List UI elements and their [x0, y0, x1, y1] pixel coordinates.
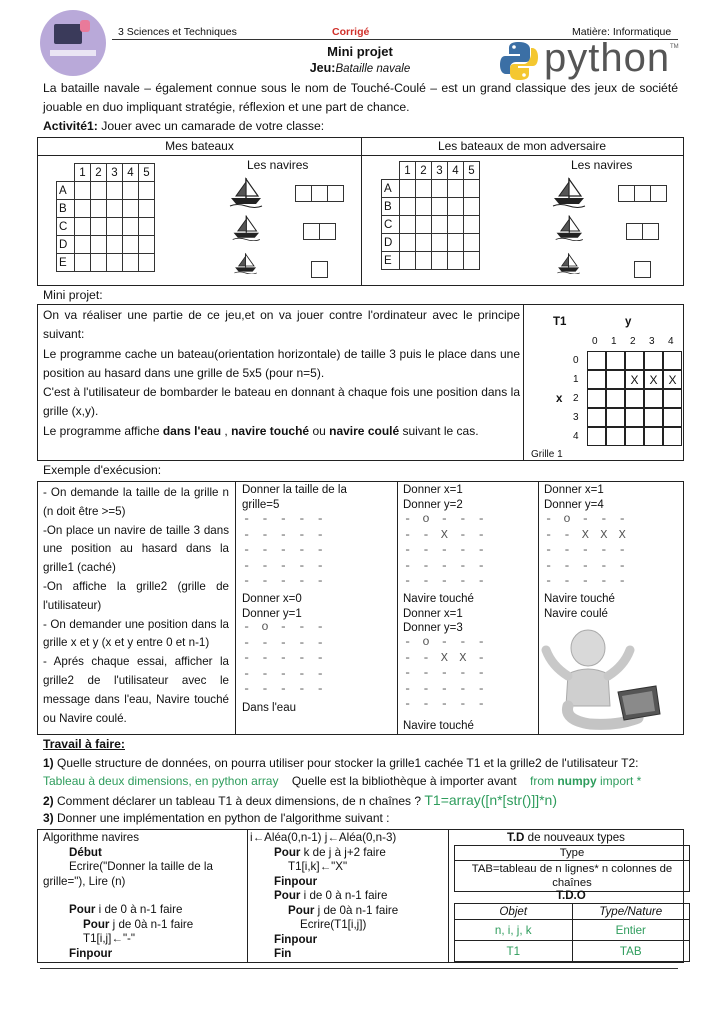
- console-1-prompt: Donner la taille de la grille=5: [242, 484, 347, 511]
- col-header: 2: [91, 164, 107, 182]
- mini-divider: [523, 305, 524, 460]
- grid-cell[interactable]: [400, 234, 416, 252]
- console-1-grid-b: [243, 620, 326, 698]
- my-boats-header: Mes bateaux: [38, 138, 362, 156]
- example-label: Exemple d'exécusion:: [43, 463, 162, 477]
- algo-line: Début: [69, 845, 102, 859]
- t1-cell[interactable]: [625, 389, 644, 408]
- t1-cell[interactable]: [587, 370, 606, 389]
- nature-1: Entier: [572, 920, 690, 941]
- sailboat-icon: [554, 214, 585, 241]
- grid-cell[interactable]: [75, 236, 91, 254]
- row-header: A: [57, 182, 75, 200]
- t1-cell[interactable]: [625, 408, 644, 427]
- col-header: 5: [464, 162, 480, 180]
- grid-cell[interactable]: [91, 182, 107, 200]
- col-header: 5: [139, 164, 155, 182]
- row-header: E: [57, 254, 75, 272]
- ship-box[interactable]: [634, 185, 651, 202]
- opponent-boats-header: Les bateaux de mon adversaire: [361, 138, 683, 156]
- ship-box[interactable]: [303, 223, 320, 240]
- grid-cell[interactable]: [400, 198, 416, 216]
- console-grid-row: - - - - -: [404, 543, 487, 557]
- t1-cell[interactable]: [606, 389, 625, 408]
- sailboat-icon: [556, 252, 581, 274]
- row-header: E: [382, 252, 400, 270]
- example-steps: [43, 484, 229, 728]
- col-header: 4: [448, 162, 464, 180]
- console-grid-row: - - - - -: [404, 681, 487, 696]
- sailboat-icon: [231, 214, 262, 241]
- grid-cell[interactable]: [75, 200, 91, 218]
- t1-col-index: 3: [649, 336, 655, 347]
- example-step: - On demander une position dans la grille x et y (x et y entre 0 et n-1): [43, 617, 229, 650]
- mini-project-label: Mini projet:: [43, 288, 103, 302]
- activity-heading: Activité1: Jouer avec un camarade de votre classe:: [43, 119, 325, 133]
- algo-line: Pour j de 0à n-1 faire: [288, 903, 399, 917]
- x-axis-label: x: [556, 393, 563, 405]
- ship-box[interactable]: [327, 185, 344, 202]
- grid-cell[interactable]: [123, 218, 139, 236]
- grid-cell[interactable]: [107, 236, 123, 254]
- grid-cell[interactable]: [448, 180, 464, 198]
- row-header: C: [382, 216, 400, 234]
- t1-row-index: 4: [573, 431, 579, 442]
- t1-cell[interactable]: [587, 351, 606, 370]
- col-header: 1: [75, 164, 91, 182]
- activity-divider: [361, 155, 362, 285]
- algo-line: Pour i de 0 à n-1 faire: [274, 889, 388, 902]
- algo-line: Algorithme navires: [43, 831, 140, 844]
- grid-cell[interactable]: [432, 198, 448, 216]
- t1-label: T1: [553, 316, 567, 328]
- grid-cell[interactable]: [139, 254, 155, 272]
- tdo-title: T.D.O: [556, 889, 586, 902]
- t1-cell[interactable]: [663, 351, 682, 370]
- ship-size-boxes[interactable]: [635, 261, 651, 278]
- ship-box[interactable]: [634, 261, 651, 278]
- console-grid-row: - - - - -: [243, 527, 326, 542]
- grid-cell[interactable]: [448, 216, 464, 234]
- console-2-input-a: Donner x=1 Donner y=2: [403, 484, 463, 511]
- console-grid-row: - o - - -: [545, 512, 628, 526]
- console-grid-row: - - - - -: [545, 543, 628, 557]
- grid-cell[interactable]: [400, 180, 416, 198]
- grid-cell[interactable]: [139, 182, 155, 200]
- ship-box[interactable]: [618, 185, 635, 202]
- console-grid-row: - o - - -: [404, 635, 487, 649]
- sailboat-icon: [228, 176, 264, 208]
- object-1: n, i, j, k: [455, 920, 573, 941]
- example-step: -On affiche la grille2 (grille de l'utilisateur): [43, 579, 229, 612]
- td-title: T.D de nouveaux types: [507, 831, 625, 844]
- t1-col-index: 2: [630, 336, 636, 347]
- grid-cell[interactable]: [123, 254, 139, 272]
- row-header: B: [57, 200, 75, 218]
- t1-cell[interactable]: [644, 351, 663, 370]
- col-header: 2: [416, 162, 432, 180]
- console-grid-row: - - - - -: [243, 574, 326, 588]
- console-3-input: Donner x=1 Donner y=4: [544, 484, 604, 511]
- algo-line: Finpour: [274, 874, 318, 888]
- algorithm-column-2: [250, 831, 446, 962]
- console-2-grid-a: [404, 512, 487, 590]
- grid-cell[interactable]: [464, 216, 480, 234]
- t1-cell[interactable]: [625, 427, 644, 446]
- console-grid-row: - - X - -: [404, 527, 487, 542]
- sailboat-icon: [551, 176, 587, 208]
- grid-cell[interactable]: [139, 218, 155, 236]
- ship-size-boxes[interactable]: [619, 185, 667, 202]
- ship-size-boxes[interactable]: [627, 223, 659, 240]
- td-table: [454, 845, 690, 892]
- grid-cell[interactable]: [75, 182, 91, 200]
- algo-line: grille="), Lire (n): [43, 874, 126, 888]
- t1-row-index: 1: [573, 374, 579, 385]
- t1-cell[interactable]: [587, 389, 606, 408]
- console-grid-row: - - - - -: [243, 651, 326, 665]
- type-header: Type: [455, 846, 690, 861]
- grid-cell[interactable]: [464, 252, 480, 270]
- ship-box[interactable]: [295, 185, 312, 202]
- row-header: C: [57, 218, 75, 236]
- nature-2: TAB: [572, 941, 690, 962]
- subject-label: Matière: Informatique: [572, 26, 672, 38]
- algo-line: i←Aléa(0,n-1) j←Aléa(0,n-3): [250, 831, 397, 844]
- tdo-table: [454, 903, 690, 962]
- t1-col-index: 0: [592, 336, 598, 347]
- my-boats-grid[interactable]: [56, 163, 155, 272]
- answer-2: T1=array([n*[str()]]*n): [424, 792, 557, 808]
- console-grid-row: - - - - -: [545, 558, 628, 573]
- t1-cell[interactable]: [663, 427, 682, 446]
- algo-line: T1[i,k]←"X": [288, 860, 348, 873]
- t1-cell[interactable]: [587, 427, 606, 446]
- t1-cell[interactable]: X: [663, 370, 682, 389]
- algorithm-column-1: [43, 831, 241, 961]
- t1-cell[interactable]: X: [644, 370, 663, 389]
- grid-cell[interactable]: [107, 200, 123, 218]
- t1-cell[interactable]: [606, 427, 625, 446]
- t1-cell[interactable]: [606, 408, 625, 427]
- question-1: 1) Quelle structure de données, on pourra utiliser pour stocker la grille1 cachée T1 et la grille2 de l'utilisateur T2:: [43, 756, 639, 770]
- game-line: Jeu:Bataille navale: [309, 61, 411, 75]
- grid-cell[interactable]: [91, 254, 107, 272]
- ship-size-boxes[interactable]: [304, 223, 336, 240]
- console-grid-row: - - X X X: [545, 527, 628, 542]
- grid-cell[interactable]: [107, 218, 123, 236]
- grid-cell[interactable]: [91, 200, 107, 218]
- grid-cell[interactable]: [416, 198, 432, 216]
- person-laptop-illustration: [538, 626, 666, 730]
- mini-description: On va réaliser une partie de ce jeu,et on va jouer contre l'ordinateur avec le principe suivant: Le programme cache un bateau(orientation horizontale) de taille 3 puis le place dans une position au hasard dans une grille de 5x5 (pour n=5). C'est à l'utilisateur de bombarder le bateau en donnant à chaque fois une position dans la grille (x,y). Le programme affiche dans l'eau , navire touché ou navire coulé suivant le cas.: [43, 308, 520, 438]
- t1-cell[interactable]: [587, 408, 606, 427]
- console-1-grid-a: [243, 512, 326, 590]
- console-grid-row: - - - - -: [404, 574, 487, 588]
- work-heading: Travail à faire:: [43, 737, 125, 751]
- console-grid-row: - o - - -: [404, 512, 487, 526]
- t1-cell[interactable]: [644, 427, 663, 446]
- console-1-input: Donner x=0 Donner y=1: [242, 593, 302, 620]
- grid-cell[interactable]: [416, 180, 432, 198]
- python-wordmark: python: [544, 36, 671, 80]
- ship-size-boxes[interactable]: [296, 185, 344, 202]
- grid1-caption: Grille 1: [531, 449, 563, 460]
- grid-cell[interactable]: [123, 236, 139, 254]
- console-3-grid: [545, 512, 628, 590]
- row-header: B: [382, 198, 400, 216]
- nature-header: Type/Nature: [572, 904, 690, 920]
- footer-divider: [40, 968, 678, 969]
- console-grid-row: - - - - -: [243, 512, 326, 526]
- grid-cell[interactable]: [107, 182, 123, 200]
- algo-line: Pour j de 0à n-1 faire: [83, 917, 194, 931]
- grid-cell[interactable]: [432, 252, 448, 270]
- console-grid-row: - - - - -: [243, 558, 326, 573]
- row-header: D: [382, 234, 400, 252]
- grid-cell[interactable]: [448, 234, 464, 252]
- object-header: Objet: [455, 904, 573, 920]
- col-header: 3: [107, 164, 123, 182]
- algo-line: Finpour: [69, 946, 113, 960]
- console-grid-row: - - X X -: [404, 650, 487, 665]
- grid-cell[interactable]: [448, 198, 464, 216]
- t1-cell[interactable]: X: [625, 370, 644, 389]
- console-grid-row: - - - - -: [545, 574, 628, 588]
- algo-line: Pour i de 0 à n-1 faire: [69, 903, 183, 916]
- grid-cell[interactable]: [123, 182, 139, 200]
- page-title: Mini projet: [327, 44, 393, 59]
- t1-cell[interactable]: [663, 389, 682, 408]
- algo-line: T1[i,j]←"-": [83, 932, 136, 945]
- answer-1b: from numpy import *: [529, 774, 642, 788]
- answer-1: Tableau à deux dimensions, en python array: [43, 774, 279, 788]
- grid-cell[interactable]: [139, 200, 155, 218]
- algo-line: Ecrire(T1[i,j]): [300, 918, 367, 931]
- question-3: 3) Donner une implémentation en python de l'algorithme suivant :: [43, 811, 390, 825]
- opp-ships-title: Les navires: [571, 158, 633, 172]
- ship-box[interactable]: [311, 185, 328, 202]
- ship-box[interactable]: [319, 223, 336, 240]
- python-tm: TM: [670, 44, 679, 50]
- grid-cell[interactable]: [400, 252, 416, 270]
- console-2-input-b: Navire touché Donner x=1 Donner y=3: [403, 593, 474, 634]
- example-step: -On place un navire de taille 3 dans une position au hasard dans la grille1 (caché): [43, 523, 229, 575]
- answer-1-line: Tableau à deux dimensions, en python array Quelle est la bibliothèque à importer avant from numpy import *: [43, 774, 642, 788]
- algo-line: Finpour: [274, 932, 318, 946]
- question-2: 2) Comment déclarer un tableau T1 à deux dimensions, de n chaînes ? T1=array([n*[str()]]*n): [43, 792, 557, 808]
- my-ships-title: Les navires: [247, 158, 309, 172]
- school-logo: [40, 10, 106, 76]
- sailboat-icon: [233, 252, 258, 274]
- console-grid-row: - - - - -: [243, 666, 326, 681]
- algo-line: Ecrire("Donner la taille de la: [69, 860, 213, 873]
- t1-cell[interactable]: [663, 408, 682, 427]
- console-grid-row: - - - - -: [243, 543, 326, 557]
- col-header: 1: [400, 162, 416, 180]
- console-grid-row: - - - - -: [404, 666, 487, 680]
- example-step: - On demande la taille de la grille n (n doit être >=5): [43, 486, 229, 518]
- grid-cell[interactable]: [432, 216, 448, 234]
- col-header: 3: [432, 162, 448, 180]
- console-grid-row: - - - - -: [404, 697, 487, 711]
- t1-row-index: 3: [573, 412, 579, 423]
- grid-cell[interactable]: [416, 252, 432, 270]
- grid-cell[interactable]: [464, 198, 480, 216]
- console-2-message: Navire touché: [403, 720, 474, 732]
- row-header: D: [57, 236, 75, 254]
- python-snake-icon: [498, 40, 540, 82]
- algo-line: Pour k de j à j+2 faire: [274, 845, 386, 859]
- class-label: 3 Sciences et Techniques: [118, 26, 237, 38]
- grid-cell[interactable]: [91, 218, 107, 236]
- console-grid-row: - - - - -: [243, 682, 326, 696]
- grid-cell[interactable]: [75, 218, 91, 236]
- col-header: 4: [123, 164, 139, 182]
- console-1-message: Dans l'eau: [242, 702, 296, 714]
- console-3-message: Navire touché Navire coulé: [544, 593, 615, 620]
- ship-box[interactable]: [626, 223, 643, 240]
- grid-cell[interactable]: [91, 236, 107, 254]
- row-header: A: [382, 180, 400, 198]
- example-step: - Aprés chaque essai, afficher la grille2 de l'utilisateur avec le message dans l'eau, Navire touché ou Navire coulé.: [43, 655, 229, 725]
- t1-cell[interactable]: [644, 408, 663, 427]
- t1-cell[interactable]: [644, 389, 663, 408]
- console-grid-row: - - - - -: [404, 558, 487, 573]
- grid-cell[interactable]: [107, 254, 123, 272]
- t1-cell[interactable]: [606, 351, 625, 370]
- type-definition: TAB=tableau de n lignes* n colonnes de chaînes: [455, 861, 690, 892]
- t1-row-index: 2: [573, 393, 579, 404]
- grid-cell[interactable]: [432, 234, 448, 252]
- console-grid-row: - - - - -: [243, 635, 326, 650]
- t1-cell[interactable]: [625, 351, 644, 370]
- opponent-boats-grid[interactable]: [381, 161, 480, 270]
- console-grid-row: - o - - -: [243, 620, 326, 634]
- object-2: T1: [455, 941, 573, 962]
- grid-cell[interactable]: [139, 236, 155, 254]
- ship-box[interactable]: [650, 185, 667, 202]
- y-axis-label: y: [625, 316, 632, 328]
- grid-cell[interactable]: [416, 216, 432, 234]
- grid-cell[interactable]: [75, 254, 91, 272]
- status-label: Corrigé: [332, 26, 370, 38]
- grid-cell[interactable]: [464, 180, 480, 198]
- console-2-grid-b: [404, 635, 487, 713]
- grid-cell[interactable]: [400, 216, 416, 234]
- grid-cell[interactable]: [464, 234, 480, 252]
- ship-size-boxes[interactable]: [312, 261, 328, 278]
- grid-cell[interactable]: [448, 252, 464, 270]
- t1-cell[interactable]: [606, 370, 625, 389]
- grid-cell[interactable]: [432, 180, 448, 198]
- algo-line: Fin: [274, 947, 292, 960]
- grid-cell[interactable]: [123, 200, 139, 218]
- t1-col-index: 1: [611, 336, 617, 347]
- ship-box[interactable]: [311, 261, 328, 278]
- intro-paragraph: La bataille navale – également connue sous le nom de Touché-Coulé – est un grand classique des jeux de société jouable en duo impliquant stratégie, réflexion et une part de chance.: [43, 81, 678, 114]
- t1-col-index: 4: [668, 336, 674, 347]
- grid-cell[interactable]: [416, 234, 432, 252]
- ship-box[interactable]: [642, 223, 659, 240]
- t1-row-index: 0: [573, 355, 579, 366]
